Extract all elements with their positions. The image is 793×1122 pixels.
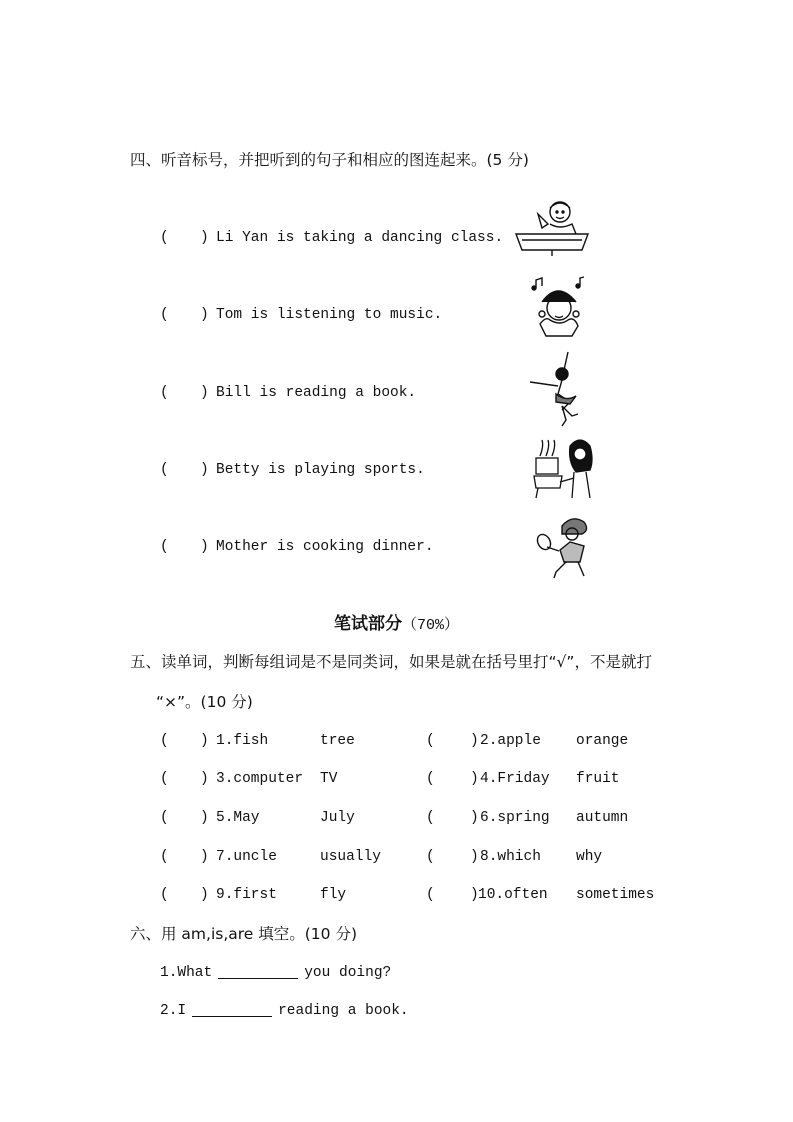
paren-open[interactable]: (	[160, 462, 169, 478]
paren-close: )	[200, 307, 209, 323]
paren-close: )	[200, 230, 209, 246]
sentence-end: you doing?	[304, 965, 392, 981]
section-5-title-line2: “×”。(10 分)	[156, 693, 253, 711]
paren-open[interactable]: (	[426, 810, 435, 826]
word-item: orange	[576, 733, 629, 749]
sentence-start: 1.What	[160, 965, 213, 981]
paren-close: )	[470, 733, 479, 749]
paren-open[interactable]: (	[426, 887, 435, 903]
sentence: Mother is cooking dinner.	[216, 539, 434, 555]
paren-close: )	[200, 462, 209, 478]
word-item: 7.uncle	[216, 849, 277, 865]
word-item: 9.first	[216, 887, 277, 903]
paren-open[interactable]: (	[160, 849, 169, 865]
answer-blank[interactable]	[218, 964, 298, 979]
paren-close: )	[200, 887, 209, 903]
word-pair-row	[160, 885, 660, 905]
paren-close: )	[200, 733, 209, 749]
sentence: Betty is playing sports.	[216, 462, 425, 478]
answer-blank[interactable]	[192, 1002, 272, 1017]
word-item: usually	[320, 849, 381, 865]
word-item: 8.which	[480, 849, 541, 865]
sentence: Li Yan is taking a dancing class.	[216, 230, 504, 246]
paren-close: )	[200, 771, 209, 787]
paren-close: )	[470, 810, 479, 826]
word-item: 6.spring	[480, 810, 550, 826]
word-item: 5.May	[216, 810, 260, 826]
section-4-title: 四、听音标号，并把听到的句子和相应的图连起来。(5 分)	[130, 151, 529, 169]
paren-close: )	[200, 849, 209, 865]
paren-open[interactable]: (	[426, 849, 435, 865]
word-item: sometimes	[576, 887, 655, 903]
paren-close: )	[200, 539, 209, 555]
sentence: Tom is listening to music.	[216, 307, 443, 323]
word-pair-row	[160, 769, 660, 789]
word-item: 2.apple	[480, 733, 541, 749]
written-part-heading	[0, 612, 793, 638]
word-item: tree	[320, 733, 355, 749]
paren-open[interactable]: (	[160, 771, 169, 787]
word-item: 3.computer	[216, 771, 304, 787]
boy-reading-book-picture[interactable]	[512, 196, 592, 258]
fill-blank-item	[160, 963, 391, 983]
girl-playing-tennis-picture[interactable]	[534, 514, 598, 580]
word-item: July	[320, 810, 355, 826]
word-pair-row	[160, 808, 660, 828]
section-5-title-line1: 五、读单词，判断每组词是不是同类词，如果是就在括号里打“√”，不是就打	[130, 653, 652, 671]
word-pair-row	[160, 731, 660, 751]
word-item: 10.often	[478, 887, 548, 903]
paren-open[interactable]: (	[160, 539, 169, 555]
word-item: TV	[320, 771, 338, 787]
word-pair-row	[160, 847, 660, 867]
paren-open[interactable]: (	[160, 887, 169, 903]
sentence-start: 2.I	[160, 1003, 187, 1019]
woman-cooking-picture[interactable]	[532, 436, 598, 502]
word-item: fruit	[576, 771, 620, 787]
fill-blank-item	[160, 1001, 409, 1021]
paren-close: )	[470, 849, 479, 865]
sentence: Bill is reading a book.	[216, 385, 417, 401]
word-item: 1.fish	[216, 733, 269, 749]
paren-open[interactable]: (	[426, 771, 435, 787]
word-item: fly	[320, 887, 347, 903]
sentence-end: reading a book.	[278, 1003, 409, 1019]
section-6-title: 六、用 am,is,are 填空。(10 分)	[130, 925, 357, 943]
written-part-title: 笔试部分	[333, 614, 402, 634]
paren-open[interactable]: (	[160, 385, 169, 401]
paren-close: )	[200, 385, 209, 401]
word-item: why	[576, 849, 603, 865]
paren-open[interactable]: (	[160, 230, 169, 246]
written-part-percent: （70%）	[401, 617, 459, 634]
paren-close: )	[470, 887, 479, 903]
girl-dancing-picture[interactable]	[526, 350, 588, 430]
paren-open[interactable]: (	[426, 733, 435, 749]
word-item: autumn	[576, 810, 629, 826]
paren-close: )	[470, 771, 479, 787]
paren-open[interactable]: (	[160, 307, 169, 323]
paren-close: )	[200, 810, 209, 826]
word-item: 4.Friday	[480, 771, 550, 787]
paren-open[interactable]: (	[160, 733, 169, 749]
boy-listening-music-picture[interactable]	[528, 274, 590, 342]
paren-open[interactable]: (	[160, 810, 169, 826]
